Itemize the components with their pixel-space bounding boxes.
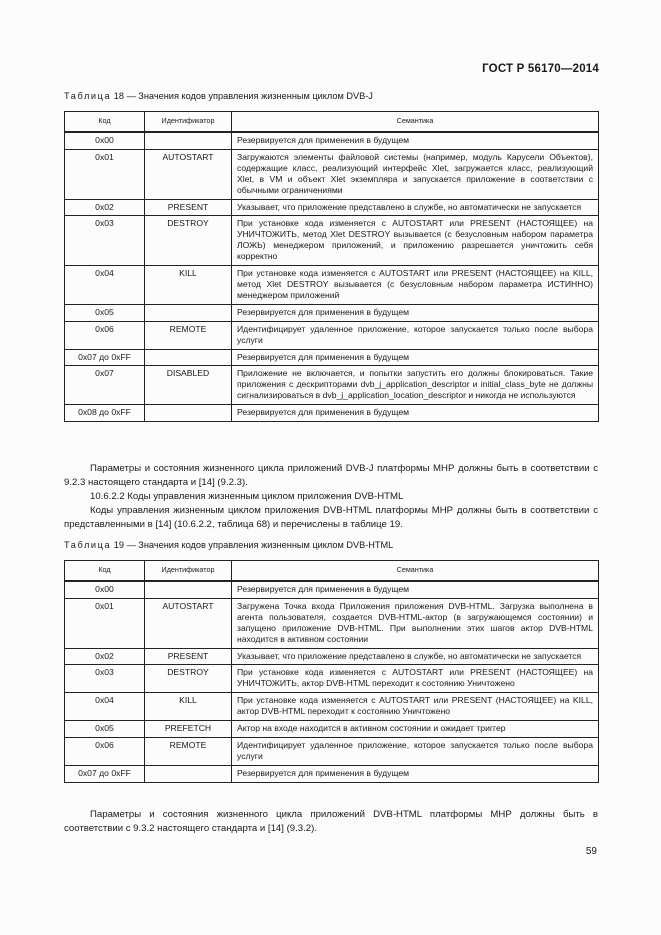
paragraph-dvbhtml-params: Параметры и состояния жизненного цикла приложений DVB-HTML платформы МНР должны быть в соответствии с 9.3.2 настоящего стандарта и [14] (9.3.2). <box>64 809 598 834</box>
cell-code: 0x05 <box>65 304 145 321</box>
cell-identifier: AUTOSTART <box>145 149 232 199</box>
cell-semantics: Актор на входе находится в активном состоянии и ожидает триггер <box>232 721 599 738</box>
cell-code: 0x03 <box>65 665 145 693</box>
table18-col-identifier: Идентификатор <box>145 112 232 133</box>
cell-code: 0x03 <box>65 216 145 266</box>
cell-code: 0x01 <box>65 149 145 199</box>
paragraph-dvbhtml-codes: Коды управления жизненным циклом приложения DVB-HTML платформы МНР должны быть в соответствии с представленными в [14] (10.6.2.2, таблица 68) и перечислены в таблице 19. <box>64 505 598 530</box>
cell-code: 0x06 <box>65 321 145 349</box>
table19-header-row <box>65 561 599 582</box>
cell-identifier: KILL <box>145 693 232 721</box>
cell-identifier: KILL <box>145 266 232 305</box>
cell-semantics: Резервируется для применения в будущем <box>232 304 599 321</box>
cell-identifier: REMOTE <box>145 321 232 349</box>
table-row <box>65 765 599 782</box>
table19-caption <box>64 540 393 550</box>
table19-caption-text: 19 — Значения кодов управления жизненным циклом DVB-HTML <box>113 540 394 550</box>
table19-col-identifier: Идентификатор <box>145 561 232 582</box>
cell-identifier <box>145 132 232 149</box>
cell-identifier: REMOTE <box>145 737 232 765</box>
table-row <box>65 199 599 216</box>
table-row <box>65 721 599 738</box>
cell-semantics: Загружена Точка входа Приложения приложения DVB-HTML. Загрузка выполнена в агента пользователя, создается DVB-HTML-актор (в загружающемся состоянии) и запущено приложение DVB-HTML. При выполнении этих шагов актор DVB-HTML находится в активном состоянии <box>232 598 599 648</box>
table-row <box>65 693 599 721</box>
cell-identifier: AUTOSTART <box>145 598 232 648</box>
table-18 <box>64 111 599 422</box>
table-row <box>65 349 599 366</box>
cell-code: 0x07 до 0xFF <box>65 349 145 366</box>
cell-code: 0x04 <box>65 693 145 721</box>
table-row <box>65 321 599 349</box>
table-row <box>65 149 599 199</box>
cell-code: 0x00 <box>65 132 145 149</box>
table18-caption-text: 18 — Значения кодов управления жизненным циклом DVB-J <box>113 91 373 101</box>
table-row <box>65 598 599 648</box>
section-heading-10-6-2-2: 10.6.2.2 Коды управления жизненным циклом приложения DVB-HTML <box>90 491 404 502</box>
table-19 <box>64 560 599 783</box>
table18-caption <box>64 91 373 101</box>
table-row <box>65 366 599 405</box>
table-row <box>65 665 599 693</box>
cell-code: 0x02 <box>65 648 145 665</box>
cell-semantics: При установке кода изменяется с AUTOSTART или PRESENT (НАСТОЯЩЕЕ) на KILL, метод Xlet DESTROY вызывается (с безусловным набором параметра ИСТИННО) менеджером приложений <box>232 266 599 305</box>
cell-code: 0x05 <box>65 721 145 738</box>
cell-identifier <box>145 765 232 782</box>
cell-identifier <box>145 581 232 598</box>
cell-semantics: Резервируется для применения в будущем <box>232 349 599 366</box>
cell-identifier <box>145 304 232 321</box>
cell-semantics: При установке кода изменяется с AUTOSTART или PRESENT (НАСТОЯЩЕЕ) на УНИЧТОЖИТЬ, метод Xlet DESTROY вызывается (с безусловным набором параметра ЛОЖЬ) менеджером приложений, и приложению разрешается уничтожить себя корректно <box>232 216 599 266</box>
cell-identifier: DESTROY <box>145 665 232 693</box>
cell-semantics: Указывает, что приложение представлено в службе, но автоматически не запускается <box>232 648 599 665</box>
table-row <box>65 266 599 305</box>
table-row <box>65 216 599 266</box>
cell-semantics: Указывает, что приложение представлено в службе, но автоматически не запускается <box>232 199 599 216</box>
cell-code: 0x08 до 0xFF <box>65 405 145 422</box>
cell-code: 0x01 <box>65 598 145 648</box>
cell-semantics: Резервируется для применения в будущем <box>232 405 599 422</box>
table-row <box>65 304 599 321</box>
table18-col-semantics: Семантика <box>232 112 599 133</box>
table-row <box>65 132 599 149</box>
cell-identifier <box>145 405 232 422</box>
cell-code: 0x07 до 0xFF <box>65 765 145 782</box>
cell-identifier: PRESENT <box>145 648 232 665</box>
cell-identifier <box>145 349 232 366</box>
cell-semantics: Загружаются элементы файловой системы (например, модуль Карусели Объектов), содержащие класс, реализующий интерфейс Xlet, загружается класс, реализующий Xlet, в VM и объект Xlet экземпляра и запускается приложение в соответствии с обычными ограничениями <box>232 149 599 199</box>
cell-identifier: PREFETCH <box>145 721 232 738</box>
cell-semantics: Резервируется для применения в будущем <box>232 581 599 598</box>
table18-caption-label: Таблица <box>64 91 112 101</box>
table18-col-code: Код <box>65 112 145 133</box>
cell-semantics: Приложение не включается, и попытки запустить его должны блокироваться. Такие приложения с дескрипторами dvb_j_application_descriptor и initial_class_byte не должны сигнализироваться в dvb_j_application_location_descriptor и никогда не используются <box>232 366 599 405</box>
table19-col-semantics: Семантика <box>232 561 599 582</box>
mid-text-block <box>64 462 598 532</box>
table-row <box>65 405 599 422</box>
cell-code: 0x02 <box>65 199 145 216</box>
cell-identifier: DISABLED <box>145 366 232 405</box>
table19-col-code: Код <box>65 561 145 582</box>
cell-code: 0x00 <box>65 581 145 598</box>
table-row <box>65 648 599 665</box>
cell-semantics: Резервируется для применения в будущем <box>232 765 599 782</box>
cell-semantics: Идентифицирует удаленное приложение, которое запускается только после выбора услуги <box>232 321 599 349</box>
paragraph-dvbj-params: Параметры и состояния жизненного цикла приложений DVB-J платформы МНР должны быть в соответствии с 9.2.3 настоящего стандарта и [14] (9.2.3). <box>64 463 598 488</box>
end-text-block <box>64 808 598 836</box>
table-row <box>65 737 599 765</box>
cell-code: 0x06 <box>65 737 145 765</box>
cell-identifier: PRESENT <box>145 199 232 216</box>
table19-caption-label: Таблица <box>64 540 112 550</box>
cell-code: 0x04 <box>65 266 145 305</box>
cell-code: 0x07 <box>65 366 145 405</box>
page-number: 59 <box>585 846 597 857</box>
cell-semantics: При установке кода изменяется с AUTOSTART или PRESENT (НАСТОЯЩЕЕ) на УНИЧТОЖИТЬ, актор DVB-HTML переходит к состоянию Уничтожено <box>232 665 599 693</box>
cell-semantics: Резервируется для применения в будущем <box>232 132 599 149</box>
cell-identifier: DESTROY <box>145 216 232 266</box>
cell-semantics: Идентифицирует удаленное приложение, которое запускается только после выбора услуги <box>232 737 599 765</box>
table18-header-row <box>65 112 599 133</box>
standard-header: ГОСТ Р 56170—2014 <box>482 63 599 75</box>
table-row <box>65 581 599 598</box>
cell-semantics: При установке кода изменяется с AUTOSTART или PRESENT (НАСТОЯЩЕЕ) на KILL, актор DVB-HTML переходит к состоянию Уничтожено <box>232 693 599 721</box>
